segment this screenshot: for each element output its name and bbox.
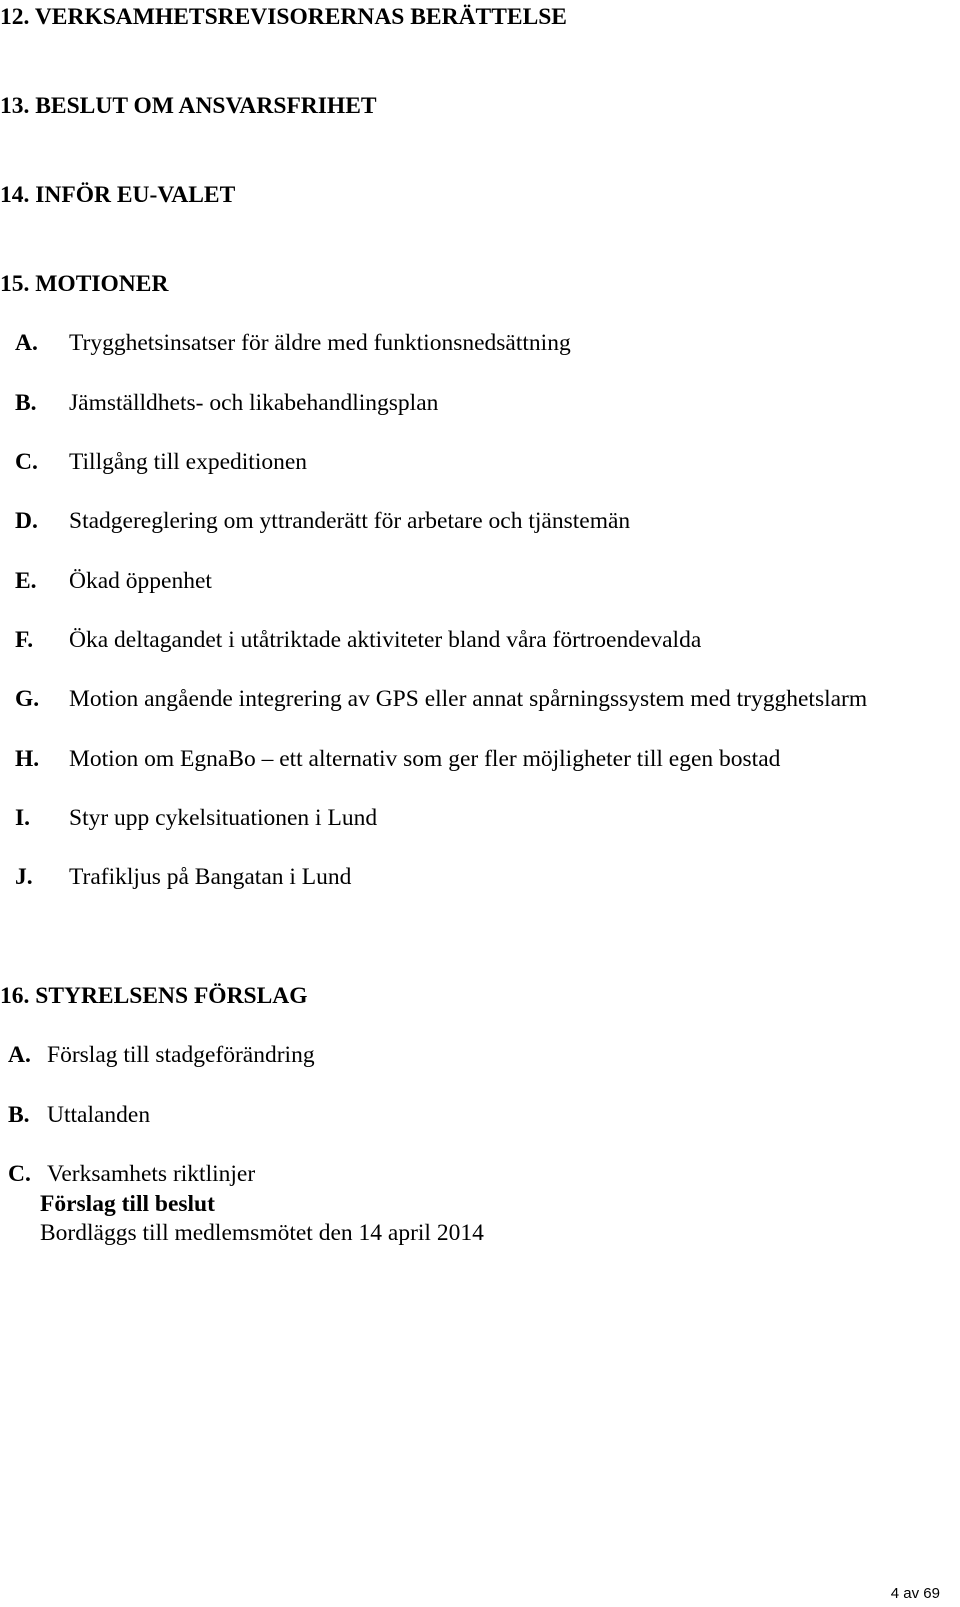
proposal-text: Bordläggs till medlemsmötet den 14 april 2014 [40,1220,484,1246]
item-text: Tillgång till expeditionen [69,449,308,475]
item-text: Motion om EgnaBo – ett alternativ som ger fler möjligheter till egen bostad [69,746,781,772]
list-item [0,1159,255,1189]
proposal-label: Förslag till beslut [40,1191,215,1217]
section-14-heading [0,180,235,210]
item-text: Motion angående integrering av GPS eller annat spårningssystem med trygghetslarm [69,686,868,712]
item-text: Styr upp cykelsituationen i Lund [69,805,378,831]
list-item [0,328,571,358]
list-item [0,862,351,892]
section-number: 16. [0,983,30,1009]
item-letter: J. [15,864,33,890]
item-text: Verksamhets riktlinjer [47,1161,256,1187]
section-16-heading [0,981,308,1011]
item-letter: A. [15,330,38,356]
list-item [0,803,377,833]
item-text: Uttalanden [47,1102,151,1128]
item-text: Ökad öppenhet [69,568,212,594]
section-number: 15. [0,271,30,297]
section-title: VERKSAMHETSREVISORERNAS BERÄTTELSE [34,4,567,30]
item-letter: B. [15,390,37,416]
item-letter: C. [8,1161,31,1187]
item-letter: I. [15,805,31,831]
list-item [0,1040,315,1070]
section-number: 14. [0,182,30,208]
list-item [0,447,307,477]
item-text: Stadgereglering om yttranderätt för arbetare och tjänstemän [69,508,631,534]
section-title: INFÖR EU-VALET [35,182,236,208]
item-letter: H. [15,746,40,772]
item-letter: A. [8,1042,31,1068]
section-number: 12. [0,4,30,30]
section-13-heading [0,91,377,121]
item-letter: G. [15,686,40,712]
section-title: STYRELSENS FÖRSLAG [35,983,308,1009]
item-letter: D. [15,508,38,534]
list-item [0,506,630,536]
page-number: 4 av 69 [890,1585,940,1602]
section-title: MOTIONER [35,271,169,297]
section-title: BESLUT OM ANSVARSFRIHET [35,93,377,119]
list-item [0,566,212,596]
item-letter: C. [15,449,38,475]
item-text: Förslag till stadgeförändring [47,1042,315,1068]
item-letter: F. [15,627,34,653]
list-item [0,744,780,774]
list-item [0,1100,150,1130]
item-text: Trafikljus på Bangatan i Lund [69,864,352,890]
item-text: Jämställdhets- och likabehandlingsplan [69,390,439,416]
section-15-heading [0,269,168,299]
item-text: Öka deltagandet i utåtriktade aktiviteter bland våra förtroendevalda [69,627,702,653]
item-text: Trygghetsinsatser för äldre med funktionsnedsättning [69,330,571,356]
section-12-heading [0,2,567,32]
section-number: 13. [0,93,30,119]
list-item [0,684,867,714]
list-item [0,388,438,418]
item-letter: E. [15,568,37,594]
item-letter: B. [8,1102,30,1128]
list-item [0,625,701,655]
